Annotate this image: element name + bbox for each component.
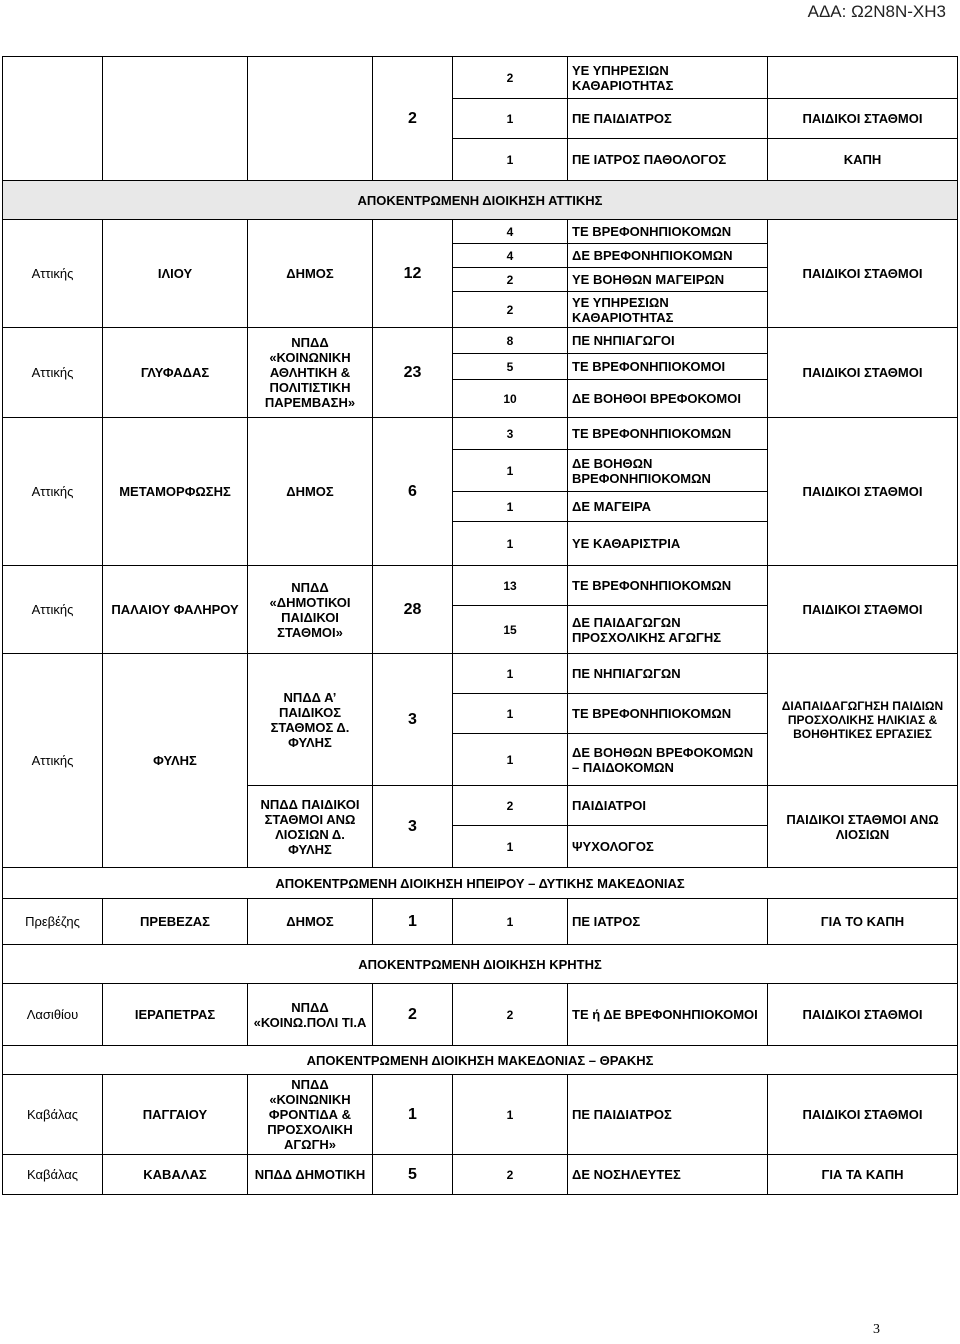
table-row: Πρεβέζης ΠΡΕΒΕΖΑΣ ΔΗΜΟΣ 1 1 ΠΕ ΙΑΤΡΟΣ ΓΙΑ ΤΟ ΚΑΠΗ: [3, 899, 958, 945]
section-row: [3, 181, 958, 220]
table-row: 1 ΤΕ ΒΡΕΦΟΝΗΠΙΟΚΟΜΩΝ: [3, 694, 958, 734]
table-row: Αττικής ΙΛΙΟΥ ΔΗΜΟΣ 12 4 ΤΕ ΒΡΕΦΟΝΗΠΙΟΚΟΜΩΝ ΠΑΙΔΙΚΟΙ ΣΤΑΘΜΟΙ: [3, 220, 958, 244]
table-row: 10 ΔΕ ΒΟΗΘΟΙ ΒΡΕΦΟΚΟΜΟΙ: [3, 380, 958, 418]
table-row: 1 ΔΕ ΒΟΗΘΩΝ ΒΡΕΦΟΝΗΠΙΟΚΟΜΩΝ: [3, 450, 958, 492]
service-cell: ΠΑΙΔΙΚΟΙ ΣΤΑΘΜΟΙ: [768, 99, 958, 139]
section-row: [3, 1046, 958, 1075]
section-row: [3, 868, 958, 899]
service-cell: ΚΑΠΗ: [768, 139, 958, 181]
position-cell: ΠΕ ΠΑΙΔΙΑΤΡΟΣ: [568, 99, 768, 139]
table-row: 2 ΥΕ ΥΠΗΡΕΣΙΩΝ ΚΑΘΑΡΙΟΤΗΤΑΣ: [3, 292, 958, 328]
ada-header: ΑΔΑ: Ω2Ν8Ν-ΧΗ3: [807, 2, 946, 21]
position-cell: ΠΕ ΙΑΤΡΟΣ ΠΑΘΟΛΟΓΟΣ: [568, 139, 768, 181]
table-row: Αττικής ΜΕΤΑΜΟΡΦΩΣΗΣ ΔΗΜΟΣ 6 3 ΤΕ ΒΡΕΦΟΝΗΠΙΟΚΟΜΩΝ ΠΑΙΔΙΚΟΙ ΣΤΑΘΜΟΙ: [3, 418, 958, 450]
table-row: Αττικής ΠΑΛΑΙΟΥ ΦΑΛΗΡΟΥ ΝΠΔΔ «ΔΗΜΟΤΙΚΟΙ ΠΑΙΔΙΚΟΙ ΣΤΑΘΜΟΙ» 28 13 ΤΕ ΒΡΕΦΟΝΗΠΙΟΚΟΜΩΝ ΠΑΙΔΙΚΟΙ ΣΤΑΘΜΟΙ: [3, 566, 958, 606]
table-row: 1 ΔΕ ΜΑΓΕΙΡΑ: [3, 492, 958, 522]
section-makedonia: ΑΠΟΚΕΝΤΡΩΜΕΝΗ ΔΙΟΙΚΗΣΗ ΜΑΚΕΔΟΝΙΑΣ – ΘΡΑΚΗΣ: [3, 1046, 958, 1075]
table-row: Καβάλας ΠΑΓΓΑΙΟΥ ΝΠΔΔ «ΚΟΙΝΩΝΙΚΗ ΦΡΟΝΤΙΔΑ & ΠΡΟΣΧΟΛΙΚΗ ΑΓΩΓΗ» 1 1 ΠΕ ΠΑΙΔΙΑΤΡΟΣ ΠΑΙΔΙΚΟΙ ΣΤΑΘΜΟΙ: [3, 1075, 958, 1155]
table-row: Αττικής ΓΛΥΦΑΔΑΣ ΝΠΔΔ «ΚΟΙΝΩΝΙΚΗ ΑΘΛΗΤΙΚΗ & ΠΟΛΙΤΙΣΤΙΚΗ ΠΑΡΕΜΒΑΣΗ» 23 8 ΠΕ ΝΗΠΙΑΓΩΓΟΙ ΠΑΙΔΙΚΟΙ ΣΤΑΘΜΟΙ: [3, 328, 958, 354]
table-row: 4 ΔΕ ΒΡΕΦΟΝΗΠΙΟΚΟΜΩΝ: [3, 244, 958, 268]
table-row: 1 ΥΕ ΚΑΘΑΡΙΣΤΡΙΑ: [3, 522, 958, 566]
table-row: 2 ΥΕ ΒΟΗΘΩΝ ΜΑΓΕΙΡΩΝ: [3, 268, 958, 292]
section-attiki: ΑΠΟΚΕΝΤΡΩΜΕΝΗ ΔΙΟΙΚΗΣΗ ΑΤΤΙΚΗΣ: [3, 181, 958, 220]
table-row: Λασιθίου ΙΕΡΑΠΕΤΡΑΣ ΝΠΔΔ «ΚΟΙΝΩ.ΠΟΛΙ ΤΙ.Α 2 2 ΤΕ ή ΔΕ ΒΡΕΦΟΝΗΠΙΟΚΟΜΟΙ ΠΑΙΔΙΚΟΙ ΣΤΑΘΜΟΙ: [3, 984, 958, 1046]
table-row: ΝΠΔΔ ΠΑΙΔΙΚΟΙ ΣΤΑΘΜΟΙ ΑΝΩ ΛΙΟΣΙΩΝ Δ. ΦΥΛΗΣ 3 2 ΠΑΙΔΙΑΤΡΟΙ ΠΑΙΔΙΚΟΙ ΣΤΑΘΜΟΙ ΑΝΩ ΛΙΟΣΙΩΝ: [3, 786, 958, 826]
positions-table: [2, 56, 958, 1195]
section-kriti: ΑΠΟΚΕΝΤΡΩΜΕΝΗ ΔΙΟΙΚΗΣΗ ΚΡΗΤΗΣ: [3, 945, 958, 984]
table-row: 1 ΔΕ ΒΟΗΘΩΝ ΒΡΕΦΟΚΟΜΩΝ – ΠΑΙΔΟΚΟΜΩΝ: [3, 734, 958, 786]
table-row: Καβάλας ΚΑΒΑΛΑΣ ΝΠΔΔ ΔΗΜΟΤΙΚΗ 5 2 ΔΕ ΝΟΣΗΛΕΥΤΕΣ ΓΙΑ ΤΑ ΚΑΠΗ: [3, 1155, 958, 1195]
table-row: 15 ΔΕ ΠΑΙΔΑΓΩΓΩΝ ΠΡΟΣΧΟΛΙΚΗΣ ΑΓΩΓΗΣ: [3, 606, 958, 654]
page-number: 3: [873, 1322, 880, 1337]
table-row: Αττικής ΦΥΛΗΣ ΝΠΔΔ Α’ ΠΑΙΔΙΚΟΣ ΣΤΑΘΜΟΣ Δ. ΦΥΛΗΣ 3 1 ΠΕ ΝΗΠΙΑΓΩΓΩΝ ΔΙΑΠΑΙΔΑΓΩΓΗΣΗ ΠΑΙΔΙΩΝ ΠΡΟΣΧΟΛΙΚΗΣ ΗΛΙΚΙΑΣ & ΒΟΗΘΗΤΙΚΕΣ ΕΡΓΑΣΙΕΣ: [3, 654, 958, 694]
table-row: 1 ΠΕ ΠΑΙΔΙΑΤΡΟΣ ΠΑΙΔΙΚΟΙ ΣΤΑΘΜΟΙ: [3, 99, 958, 139]
section-row: [3, 945, 958, 984]
table-row: 5 ΤΕ ΒΡΕΦΟΝΗΠΙΟΚΟΜΟΙ: [3, 354, 958, 380]
table-row: 2 2 ΥΕ ΥΠΗΡΕΣΙΩΝ ΚΑΘΑΡΙΟΤΗΤΑΣ: [3, 57, 958, 99]
table-row: 1 ΨΥΧΟΛΟΓΟΣ: [3, 826, 958, 868]
section-ipeiros: ΑΠΟΚΕΝΤΡΩΜΕΝΗ ΔΙΟΙΚΗΣΗ ΗΠΕΙΡΟΥ – ΔΥΤΙΚΗΣ ΜΑΚΕΔΟΝΙΑΣ: [3, 868, 958, 899]
total-cell: 2: [373, 57, 453, 181]
table-row: 1 ΠΕ ΙΑΤΡΟΣ ΠΑΘΟΛΟΓΟΣ ΚΑΠΗ: [3, 139, 958, 181]
position-cell: ΥΕ ΥΠΗΡΕΣΙΩΝ ΚΑΘΑΡΙΟΤΗΤΑΣ: [568, 57, 768, 99]
